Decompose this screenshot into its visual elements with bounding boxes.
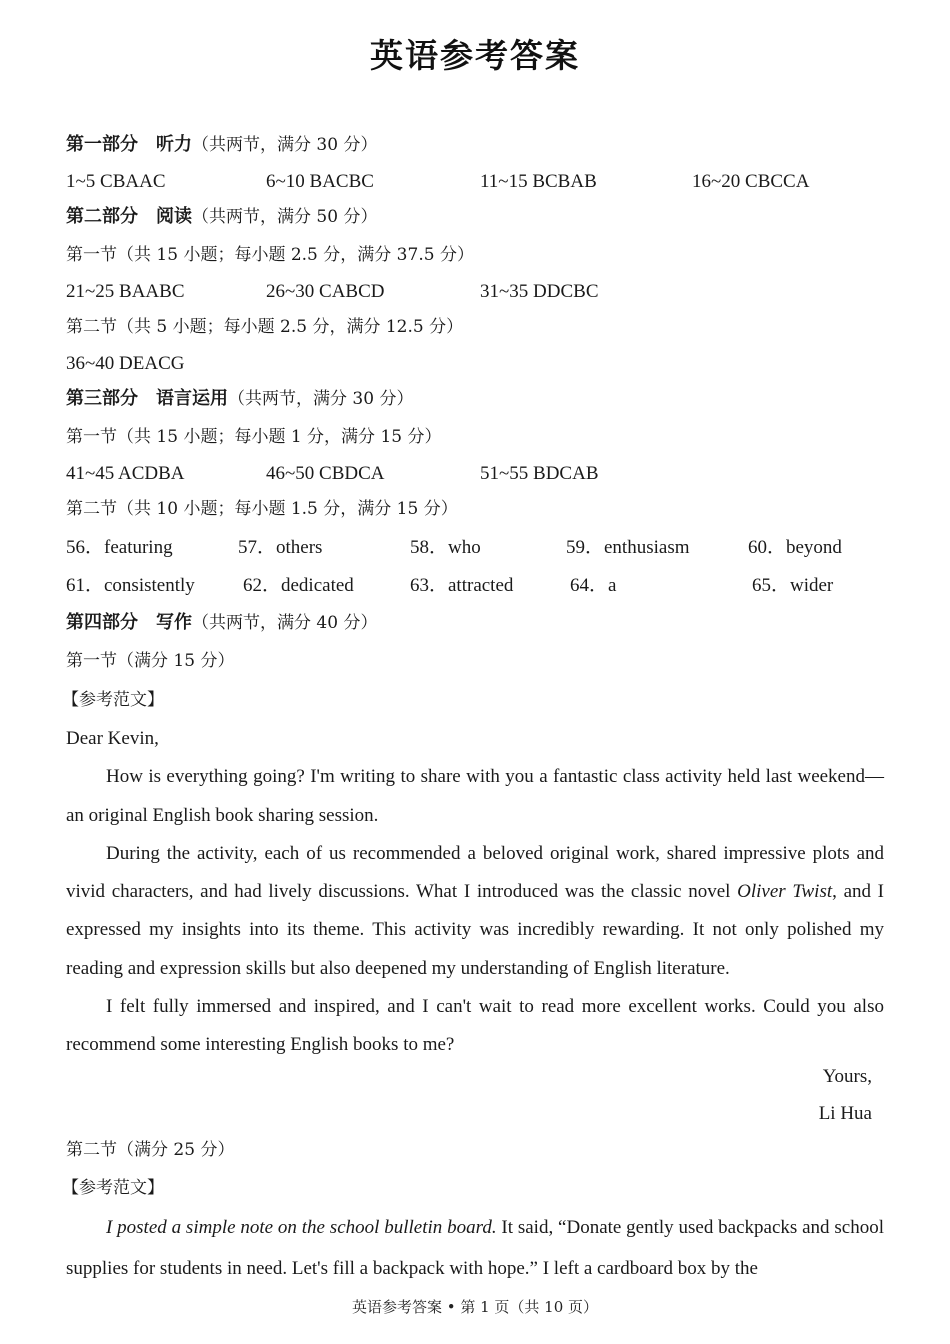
answer-item: 62．dedicated bbox=[243, 575, 354, 596]
answer-group: 21~25 BAABC bbox=[66, 281, 185, 302]
part3-note: （共两节，满分 30 分） bbox=[228, 389, 414, 409]
sample-letter bbox=[66, 720, 884, 1065]
sample-essay-label: 【参考范文】 bbox=[62, 690, 164, 710]
part2-heading-line bbox=[66, 205, 377, 229]
answer-group: 26~30 CABCD bbox=[266, 281, 385, 302]
page-footer: 英语参考答案 • 第 1 页（共 10 页） bbox=[351, 1298, 599, 1316]
letter-paragraph-2 bbox=[66, 835, 884, 988]
continuation-text: It said, “Donate gently used backpacks and school supplies for students in need. Let's fill a backpack with hope.” I left a cardboard box by the bbox=[66, 1217, 884, 1279]
answer-item: 63．attracted bbox=[410, 575, 514, 596]
part4-section2-heading: 第二节（满分 25 分） bbox=[66, 1140, 235, 1160]
answer-group: 31~35 DDCBC bbox=[480, 281, 599, 302]
sample-continuation bbox=[66, 1207, 884, 1289]
answer-item: 65．wider bbox=[752, 575, 834, 596]
part1-note: （共两节，满分 30 分） bbox=[192, 135, 378, 155]
answer-item: 57．others bbox=[238, 537, 323, 558]
answer-group: 46~50 CBDCA bbox=[266, 463, 385, 484]
part4-section1-heading: 第一节（满分 15 分） bbox=[66, 651, 235, 671]
answer-item: 61．consistently bbox=[66, 575, 195, 596]
paragraph-2-text-a: During the activity, each of us recommended a beloved original work, shared impressive plots and vivid characters, and had lively discussions. What I introduced was the classic novel bbox=[66, 842, 884, 903]
sample-essay-label-2: 【参考范文】 bbox=[62, 1178, 164, 1198]
answer-group: 11~15 BCBAB bbox=[480, 171, 597, 192]
letter-paragraph-1: How is everything going? I'm writing to share with you a fantastic class activity held last weekend—an original English book sharing session. bbox=[66, 766, 884, 826]
part2-section1-heading: 第一节（共 15 小题；每小题 2.5 分，满分 37.5 分） bbox=[66, 245, 474, 265]
continuation-paragraph-1 bbox=[66, 1207, 884, 1289]
paragraph-2-text-b: , and I expressed my insights into its theme. This activity was incredibly rewarding. It not only polished my reading and expression skills but also deepened my understanding of English literature. bbox=[66, 881, 885, 979]
part4-heading-line bbox=[66, 611, 377, 635]
book-title: Oliver Twist bbox=[737, 881, 833, 903]
letter-signature: Li Hua bbox=[818, 1103, 872, 1124]
answer-group: 1~5 CBAAC bbox=[66, 171, 166, 192]
answer-group: 16~20 CBCCA bbox=[692, 171, 810, 192]
part1-heading-line bbox=[66, 133, 377, 157]
part4-heading: 第四部分 写作 bbox=[66, 612, 192, 633]
answer-group: 6~10 BACBC bbox=[266, 171, 374, 192]
continuation-italic-sentence: I posted a simple note on the school bulletin board. bbox=[106, 1217, 497, 1238]
answer-item: 64．a bbox=[570, 575, 617, 596]
letter-paragraph-3: I felt fully immersed and inspired, and I can't wait to read more excellent works. Could you also recommend some interesting English books to me? bbox=[66, 996, 884, 1056]
part4-note: （共两节，满分 40 分） bbox=[192, 613, 378, 633]
answer-item: 59．enthusiasm bbox=[566, 537, 690, 558]
part3-section1-heading: 第一节（共 15 小题；每小题 1 分，满分 15 分） bbox=[66, 427, 442, 447]
answer-group: 41~45 ACDBA bbox=[66, 463, 185, 484]
answer-item: 56．featuring bbox=[66, 537, 173, 558]
answer-item: 58．who bbox=[410, 537, 481, 558]
part2-heading: 第二部分 阅读 bbox=[66, 206, 192, 227]
page-title: 英语参考答案 bbox=[370, 36, 580, 75]
part2-section2-heading: 第二节（共 5 小题；每小题 2.5 分，满分 12.5 分） bbox=[66, 317, 464, 337]
answer-item: 60．beyond bbox=[748, 537, 842, 558]
answer-group: 51~55 BDCAB bbox=[480, 463, 599, 484]
part3-heading-line bbox=[66, 387, 413, 411]
part3-heading: 第三部分 语言运用 bbox=[66, 388, 228, 409]
letter-greeting: Dear Kevin, bbox=[66, 728, 159, 749]
part2-note: （共两节，满分 50 分） bbox=[192, 207, 378, 227]
part1-heading: 第一部分 听力 bbox=[66, 134, 192, 155]
answer-group: 36~40 DEACG bbox=[66, 353, 185, 374]
part3-section2-heading: 第二节（共 10 小题；每小题 1.5 分，满分 15 分） bbox=[66, 499, 458, 519]
letter-closing: Yours, bbox=[822, 1066, 872, 1087]
